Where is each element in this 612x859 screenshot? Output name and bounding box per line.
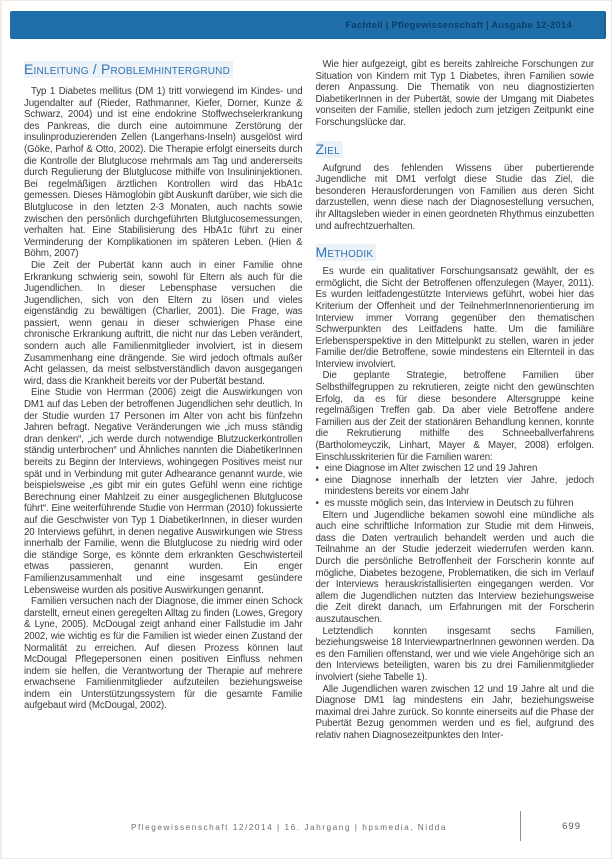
issue-header-bar <box>10 11 606 39</box>
list-item-text: eine Diagnose im Alter zwischen 12 und 19 Jahren <box>324 463 538 475</box>
paragraph: Eltern und Jugendliche bekamen sowohl eine mündliche als auch eine schriftliche Information zur Studie mit dem Hinweis, dass die Daten vertraulich behandelt werden und auch die Teilnahme an der Studie jederzeit wiederrufen werden kann. Durch die persönliche Betroffenheit der Forscherin konnte auf mögliche, Diabetes bezogene, Problematiken, die sich im Verlauf der Interviews herauskristallisierten eingegangen werden. Vor allem die Jugendlichen nutzten das Interview beziehungsweise die Zeit direkt danach, um Erfahrungen mit der Forscherin auszutauschen. <box>315 509 594 625</box>
paragraph: Es wurde ein qualitativer Forschungsansatz gewählt, der es ermöglicht, die Sicht der Betroffenen offenzulegen (Mayer, 2011). Es wurden leitfadengestützte Interviews geführt, wobei hier das Kriterium der Offenheit und der TeilnehmerInnenorientierung im Interview immer Vorrang gegenüber den thematischen Schwerpunkten des Leitfadens hatte. Um die familiäre Erlebensperspektive in den Mittelpunkt zu stellen, waren in jeder Familie der/die Betroffene, sowie mindestens ein Elternteil in das Interview involviert. <box>315 266 594 370</box>
section-heading-methodik-text: Methodik <box>316 244 377 261</box>
paragraph: Die geplante Strategie, betroffene Familien über Selbsthilfegruppen zu rekrutieren, zeigte nicht den gewünschten Erfolg, da es für diese besondere Altersgruppe keine regelmäßigen Treffen gab. Da aber viele Betroffene andere Familien aus der Zeit der stationären Behandlung kennen, konnte die Rekrutierung mithilfe des Schneeballverfahrens (Bartholomeyczik, Linhart, Mayer & Mayer, 2008) erfolgen. Einschlusskriterien für die Familien waren: <box>315 370 594 463</box>
footer-journal-line: Pflegewissenschaft 12/2014 | 16. Jahrgang | hpsmedia, Nidda <box>130 822 447 832</box>
list-item <box>316 475 595 498</box>
section-heading-ziel-text: Ziel <box>316 141 343 158</box>
issue-header-text: Fachteil | Pflegewissenschaft | Ausgabe 12-2014 <box>345 19 572 31</box>
article-body <box>24 59 594 741</box>
list-item-text: es musste möglich sein, das Interview in Deutsch zu führen <box>324 498 574 509</box>
list-item <box>316 463 595 475</box>
paragraph: Alle Jugendlichen waren zwischen 12 und 19 Jahre alt und die Diagnose DM1 lag mindestens ein Jahr, beziehungsweise maximal drei Jahre zurück. So konnte einerseits auf die Phase der Pubertät Bezug genommen werden und es fiel, aufgrund des relativ nahen Diagnosezeitpunktes den Inter- <box>315 683 594 741</box>
paragraph: Typ 1 Diabetes mellitus (DM 1) tritt vorwiegend im Kindes- und Jugendalter auf (Rieder, Rathmanner, Kiefer, Dorner, Kunze & Schwarz, 2004) und ist eine endokrine Stoffwechselerkrankung des Pankreas, die durch eine autoimmune Zerstörung der insulinproduzierenden Zellen (Langerhans-Inseln) ausgelöst wird (Göke, Parhof & Otto, 2002). Die Therapie erfolgt einerseits durch die Kontrolle der Blutglucose mehrmals am Tag und andererseits durch Regulierung der Blutglucose mithilfe von Insulininjektionen. Bei regelmäßigen ärztlichen Kontrollen wird das HbA1c gemessen. Dieses Hämoglobin gibt Auskunft darüber, wie sich die Blutglucose in den letzten 2-3 Monaten, auch nachts sowie zwischen den persönlich durchgeführten Blutglucosemessungen, verhalten hat. Eine Stabilisierung des HbA1c führt zu einer Verminderung der Komplikationen im späteren Leben. (Hien & Böhm, 2007) <box>24 86 303 260</box>
list-item-text: eine Diagnose innerhalb der letzten vier Jahre, jedoch mindestens bereits vor einem Jahr <box>324 474 594 498</box>
bullet-icon: • <box>315 463 319 475</box>
column-right <box>316 59 595 741</box>
footer-divider <box>520 811 522 841</box>
column-left <box>24 59 303 741</box>
paragraph: Letztendlich konnten insgesamt sechs Familien, beziehungsweise 18 InterviewpartnerInnen gewonnen werden. Da es den Familien offenstand, wer und wie viele Angehörige sich an den Interviews beteiligten, waren bis zu drei Familienmitglieder involviert (siehe Tabelle 1). <box>315 625 594 683</box>
section-heading-einleitung <box>24 61 303 77</box>
section-heading-methodik <box>316 244 595 260</box>
paragraph: Die Zeit der Pubertät kann auch in einer Familie ohne Erkrankung schwierig sein, sowohl für Eltern als auch für die Jugendlichen. In dieser Lebensphase versuchen die Jugendlichen, sich von den Eltern zu lösen und vieles eigenständig zu bewältigen (Charlier, 2001). Die Frage, was passiert, wenn genau in dieser schwierigen Phase eine chronische Erkrankung auftritt, die nicht nur das Leben verändert, sondern auch alle Familienmitglieder involviert, ist in diesem Zusammenhang eine drängende. Sie wird jedoch oftmals außer Acht gelassen, da meist selbstverständlich davon ausgegangen wird, dass die Krankheit bereits vor der Pubertät bestand. <box>24 259 303 387</box>
bullet-icon: • <box>315 474 319 486</box>
list-item <box>316 498 595 510</box>
paragraph: Eine Studie von Herrman (2006) zeigt die Auswirkungen von DM1 auf das Leben der betroffenen Jugendlichen sehr deutlich. In der Studie wurden 17 Personen im Alter von acht bis fünfzehn Jahren befragt. Negative Veränderungen wie „ich muss ständig dran denken“, „ich werde durch notwendige Blutzuckerkontrollen ständig unterbrochen“ und Ähnliches nannten die DiabetikerInnen bereits zu Beginn der Interviews, wohingegen Positives meist nur spät und in Verbindung mit guter Adhearance genannt wurde, wie beispielsweise „es gibt mir ein gutes Gefühl wenn eine richtige Berechnung einer Mahlzeit zu einer ausgeglichenen Blutglucose führt“. Eine weiterführende Studie von Herrman (2010) fokussierte auf die Geschwister von Typ 1 DiabetikerInnen, in dieser wurden 20 Interviews geführt, in denen negative Auswirkungen wie Stress innerhalb der Familie, wenn die Blutglucose zu niedrig wird oder die ständige Sorge, es könnte dem erkrankten Geschwisterteil etwas passieren, genannt wurden. Ein enger Familienzusammenhalt und eine insgesamt gesündere Lebensweise wurden als positive Auswirkungen genannt. <box>24 387 303 596</box>
paragraph: Familien versuchen nach der Diagnose, die immer einen Schock darstellt, erneut einen geregelten Alltag zu finden (Lowes, Gregory & Lyne, 2005). McDougal zeigt anhand einer Fallstudie im Jahr 2002, wie wichtig es für die Familien ist wieder einen Zustand der Normalität zu erreichen. Auf diesen Prozess können laut McDougal Pflegepersonen einen positiven Einfluss nehmen indem sie helfen, die Verantwortung der Therapie auf mehrere erwachsene Familienmitglieder aufzuteilen beziehungsweise indem ein Unterstützungssystem für die gesamte Familie aufgebaut wird (McDougal, 2002). <box>24 596 303 712</box>
section-heading-ziel <box>316 141 595 157</box>
paragraph: Wie hier aufgezeigt, gibt es bereits zahlreiche Forschungen zur Situation von Kindern mit Typ 1 Diabetes, ihren Familien sowie deren Anpassung. Die Thematik von neu diagnostizierten DiabetikerInnen in der Pubertät, sowie der Umgang mit Diabetes vonseiten der Familie, stellen jedoch zum jetzigen Zeitpunkt eine Forschungslücke dar. <box>315 59 594 128</box>
section-heading-einleitung-text: Einleitung / Problemhintergrund <box>24 61 233 78</box>
inclusion-criteria-list <box>316 463 595 509</box>
footer-page-number: 699 <box>562 821 581 832</box>
paragraph: Aufgrund des fehlenden Wissens über pubertierende Jugendliche mit DM1 verfolgt diese Studie das Ziel, die besonderen Herausforderungen von Familien aus deren Sicht darzustellen, wenn diese nach der Diagnosestellung versuchen, ihr Alltagsleben wieder in einen geordneten Rhythmus einzubetten und aufrechtzuerhalten. <box>315 162 594 232</box>
bullet-icon: • <box>315 498 319 509</box>
